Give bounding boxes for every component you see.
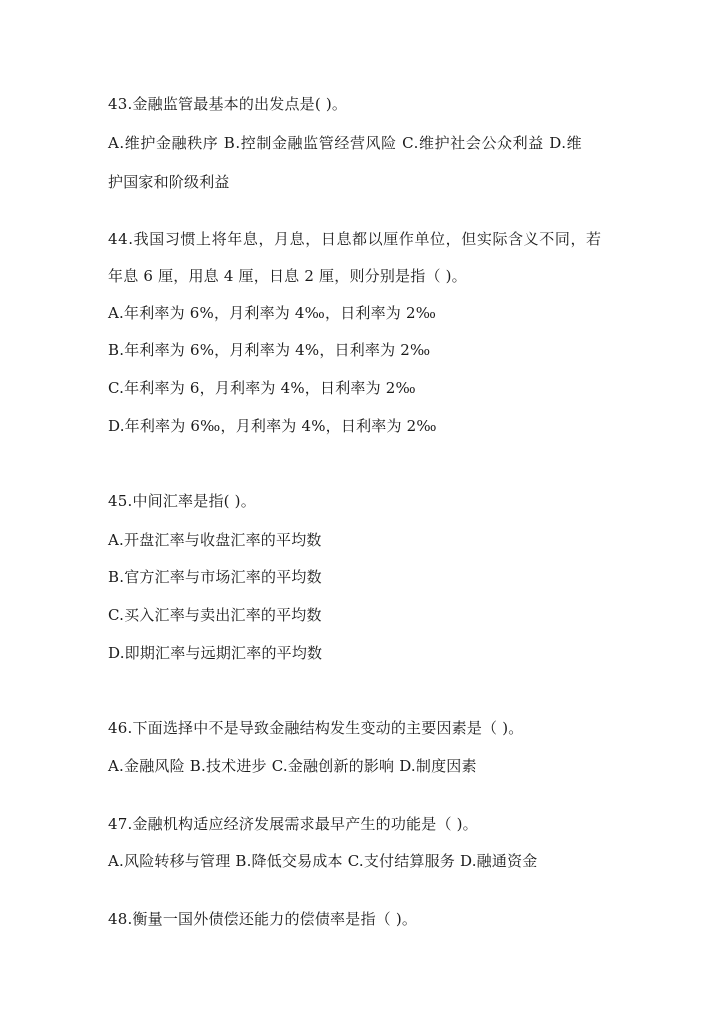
question-45-option-d: D.即期汇率与远期汇率的平均数: [108, 644, 323, 662]
question-44-option-b: B.年利率为 6%，月利率为 4%，日利率为 2‰: [108, 341, 431, 359]
question-45-option-a: A.开盘汇率与收盘汇率的平均数: [108, 531, 322, 549]
question-44-stem-line-2: 年息 6 厘，用息 4 厘，日息 2 厘，则分别是指（ )。: [108, 267, 467, 285]
question-44-stem-line-1: 44.我国习惯上将年息，月息，日息都以厘作单位，但实际含义不同，若: [108, 230, 602, 248]
question-45-stem: 45.中间汇率是指( )。: [108, 492, 256, 510]
question-48-stem: 48.衡量一国外债偿还能力的偿债率是指（ )。: [108, 910, 418, 928]
question-43-options-line-2: 护国家和阶级利益: [108, 173, 230, 191]
question-47-stem: 47.金融机构适应经济发展需求最早产生的功能是（ )。: [108, 815, 478, 833]
question-43-stem: 43.金融监管最基本的出发点是( )。: [108, 95, 348, 113]
question-45-option-b: B.官方汇率与市场汇率的平均数: [108, 568, 322, 586]
question-46-stem: 46.下面选择中不是导致金融结构发生变动的主要因素是（ )。: [108, 719, 524, 737]
question-45-option-c: C.买入汇率与卖出汇率的平均数: [108, 606, 322, 624]
question-46-options: A.金融风险 B.技术进步 C.金融创新的影响 D.制度因素: [108, 757, 477, 775]
question-47-options: A.风险转移与管理 B.降低交易成本 C.支付结算服务 D.融通资金: [108, 852, 538, 870]
question-43-options-line-1: A.维护金融秩序 B.控制金融监管经营风险 C.维护社会公众利益 D.维: [108, 134, 583, 152]
question-44-option-c: C.年利率为 6，月利率为 4%，日利率为 2‰: [108, 379, 416, 397]
question-44-option-a: A.年利率为 6%，月利率为 4‰，日利率为 2‰: [108, 304, 437, 322]
question-44-option-d: D.年利率为 6‰，月利率为 4%，日利率为 2‰: [108, 417, 437, 435]
